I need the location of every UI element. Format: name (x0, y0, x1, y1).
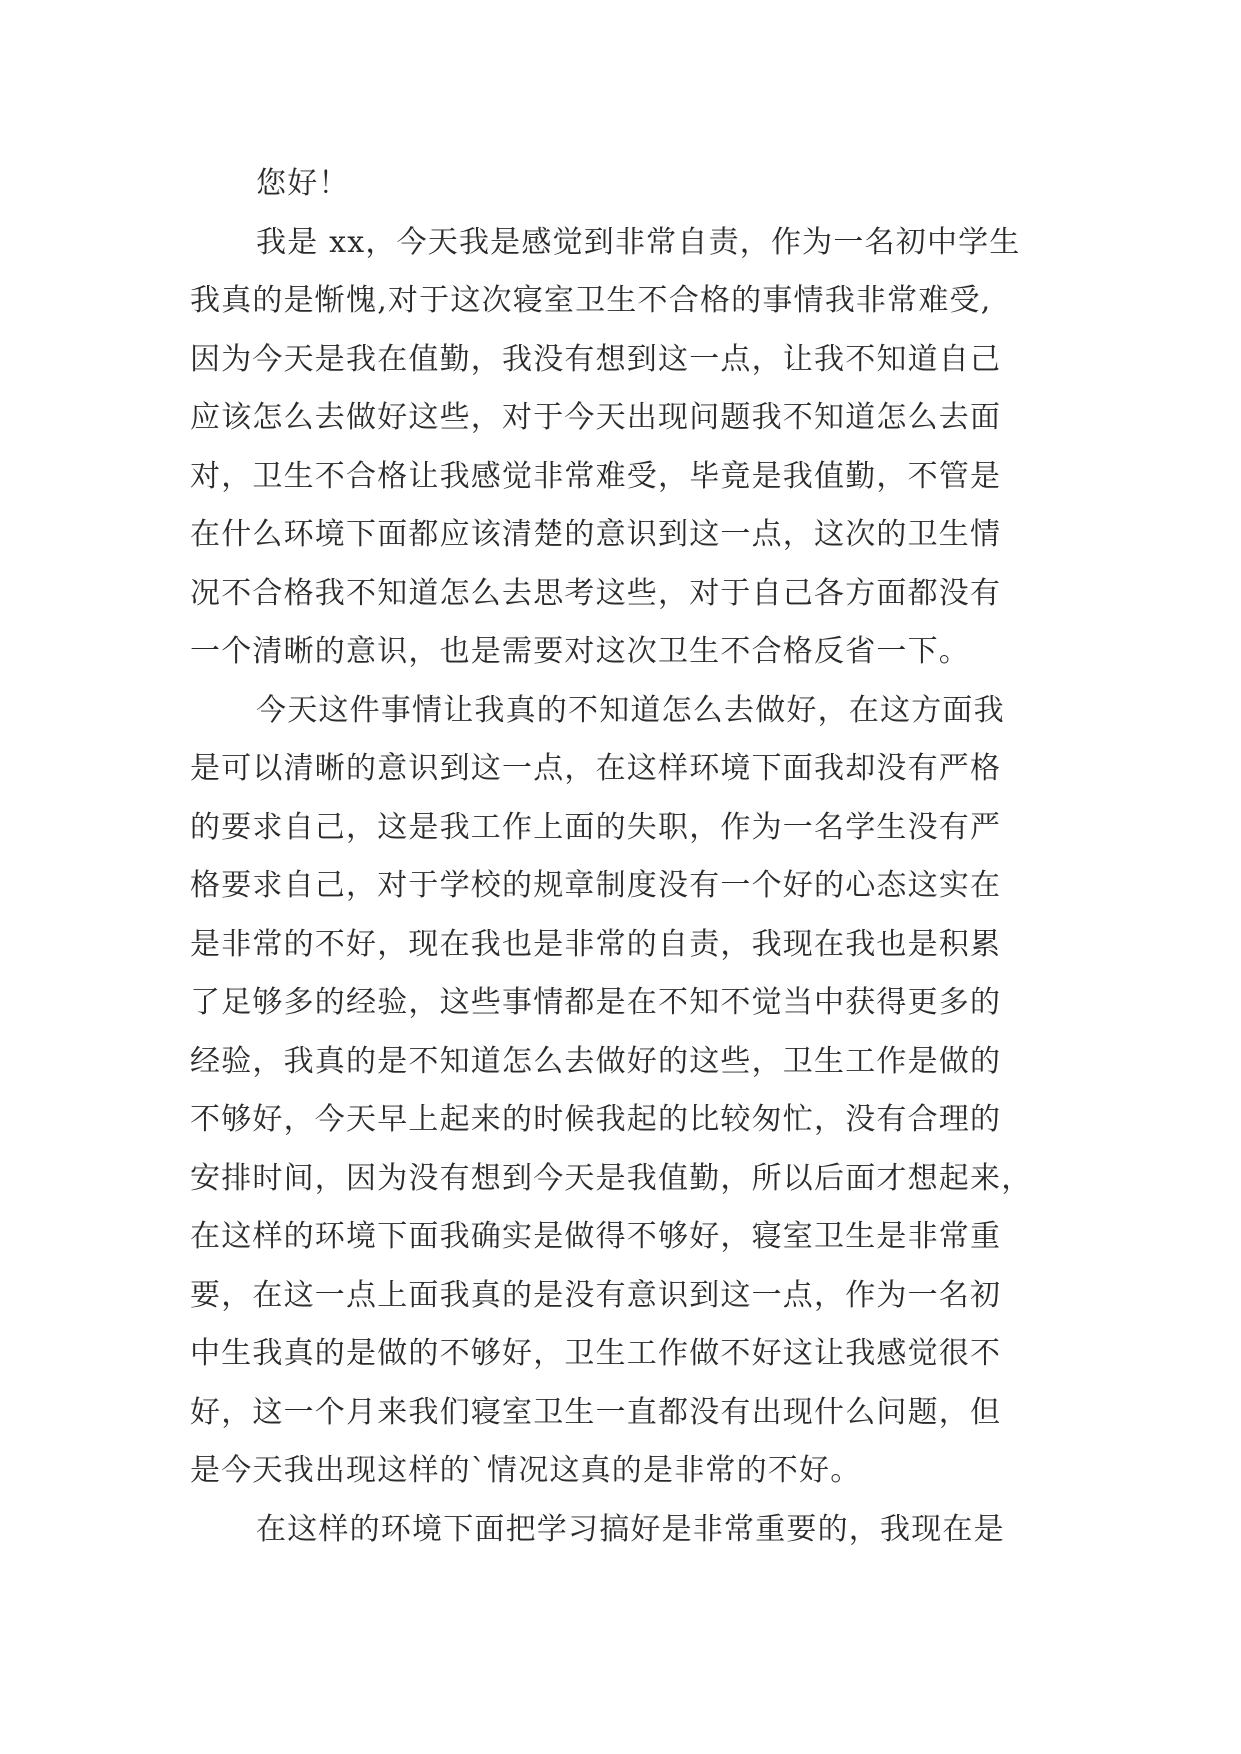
text-line: 不够好，今天早上起来的时候我起的比较匆忙，没有合理的 (190, 1102, 1002, 1137)
text-line: 在这样的环境下面我确实是做得不够好，寝室卫生是非常重 (190, 1219, 1002, 1254)
text-line: 是今天我出现这样的`情况这真的是非常的不好。 (190, 1453, 862, 1488)
text-line: 我真的是惭愧,对于这次寝室卫生不合格的事情我非常难受, (190, 283, 992, 318)
text-line: 因为今天是我在值勤，我没有想到这一点，让我不知道自己 (190, 341, 1002, 377)
text-line: 在什么环境下面都应该清楚的意识到这一点，这次的卫生情 (190, 517, 1002, 552)
text-line: 安排时间，因为没有想到今天是我值勤，所以后面才想起来， (190, 1160, 1033, 1196)
text-line: 了足够多的经验，这些事情都是在不知不觉当中获得更多的 (190, 985, 1002, 1020)
text-line: 一个清晰的意识，也是需要对这次卫生不合格反省一下。 (190, 634, 970, 669)
text-line: 好，这一个月来我们寝室卫生一直都没有出现什么问题，但 (190, 1394, 1002, 1430)
text-line: 我是 xx，今天我是感觉到非常自责，作为一名初中学生 (256, 224, 1021, 260)
text-line: 经验，我真的是不知道怎么去做好的这些，卫生工作是做的 (190, 1043, 1002, 1079)
document-body (190, 214, 1050, 1560)
document-page (190, 155, 1050, 1559)
text-line: 今天这件事情让我真的不知道怎么去做好，在这方面我 (256, 692, 1005, 728)
text-line: 是非常的不好，现在我也是非常的自责，我现在我也是积累 (190, 926, 1002, 962)
text-line: 中生我真的是做的不够好，卫生工作做不好这让我感觉很不 (190, 1336, 1002, 1371)
text-line: 应该怎么去做好这些，对于今天出现问题我不知道怎么去面 (190, 400, 1002, 435)
text-line: 的要求自己，这是我工作上面的失职，作为一名学生没有严 (190, 809, 1002, 845)
greeting-line: 您好！ (256, 166, 350, 201)
text-line: 要，在这一点上面我真的是没有意识到这一点，作为一名初 (190, 1277, 1002, 1313)
text-line: 况不合格我不知道怎么去思考这些，对于自己各方面都没有 (190, 575, 1002, 611)
text-line: 在这样的环境下面把学习搞好是非常重要的，我现在是 (256, 1511, 1005, 1547)
text-line: 是可以清晰的意识到这一点，在这样环境下面我却没有严格 (190, 751, 1002, 786)
text-line: 对，卫生不合格让我感觉非常难受，毕竟是我值勤，不管是 (190, 458, 1002, 494)
text-line: 格要求自己，对于学校的规章制度没有一个好的心态这实在 (190, 868, 1002, 903)
